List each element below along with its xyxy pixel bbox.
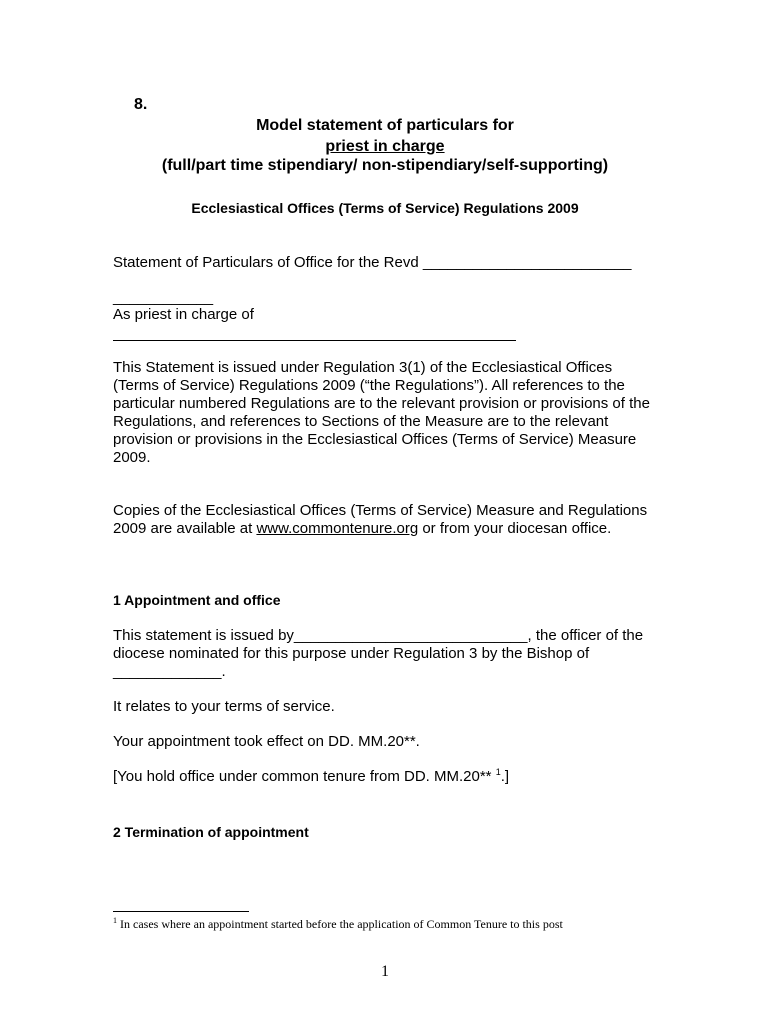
appointment-line: Your appointment took effect on DD. MM.20**. [113, 733, 420, 750]
document-title-line3: (full/part time stipendiary/ non-stipendiary/self-supporting) [161, 157, 609, 174]
footnote-text: In cases where an appointment started before the application of Common Tenure to this post [117, 917, 563, 931]
issued-line3: _____________. [113, 663, 226, 680]
intro-line: 2009. [113, 449, 151, 466]
section-number: 8. [134, 96, 148, 113]
intro-line: (Terms of Service) Regulations 2009 (“the Regulations”). All references to the [113, 377, 625, 394]
copies-suffix: or from your diocesan office. [418, 520, 612, 537]
terms-line: It relates to your terms of service. [113, 698, 335, 715]
document-title-line1: Model statement of particulars for [256, 117, 514, 134]
intro-line: particular numbered Regulations are to the relevant provision or provisions of the [113, 395, 650, 412]
issued-line1: This statement is issued by____________________________, the officer of the [113, 627, 644, 644]
footnote-marker: 1 [113, 916, 117, 925]
revd-line: Statement of Particulars of Office for the Revd _________________________ [113, 254, 632, 271]
section1-heading: 1 Appointment and office [113, 592, 281, 608]
section2-heading: 2 Termination of appointment [113, 824, 309, 840]
tenure-suffix: .] [500, 768, 510, 785]
document-title-line2: priest in charge [325, 138, 445, 155]
footnote [113, 917, 563, 931]
copies-line1: Copies of the Ecclesiastical Offices (Terms of Service) Measure and Regulations [113, 502, 648, 519]
commontenure-link[interactable]: www.commontenure.org [256, 520, 419, 537]
intro-line: provision or provisions in the Ecclesiastical Offices (Terms of Service) Measure [113, 431, 637, 448]
footnote-separator [113, 911, 249, 912]
tenure-prefix: [You hold office under common tenure from DD. MM.20** [113, 768, 496, 785]
page-number: 1 [381, 963, 389, 980]
tenure-line [113, 768, 509, 786]
intro-line: This Statement is issued under Regulation 3(1) of the Ecclesiastical Offices [113, 359, 613, 376]
priest-in-charge-rule [113, 340, 516, 341]
priest-in-charge-line: As priest in charge of [113, 306, 254, 323]
issued-line2: diocese nominated for this purpose under Regulation 3 by the Bishop of [113, 645, 590, 662]
regulations-title: Ecclesiastical Offices (Terms of Service) Regulations 2009 [191, 200, 579, 216]
intro-line: Regulations, and references to Sections of the Measure are to the relevant [113, 413, 609, 430]
blank-line: ____________ [113, 289, 214, 306]
copies-line2 [113, 520, 611, 538]
copies-prefix: 2009 are available at [113, 520, 257, 537]
footnote-reference[interactable]: 1 [495, 767, 501, 777]
intro-paragraph [113, 359, 650, 467]
